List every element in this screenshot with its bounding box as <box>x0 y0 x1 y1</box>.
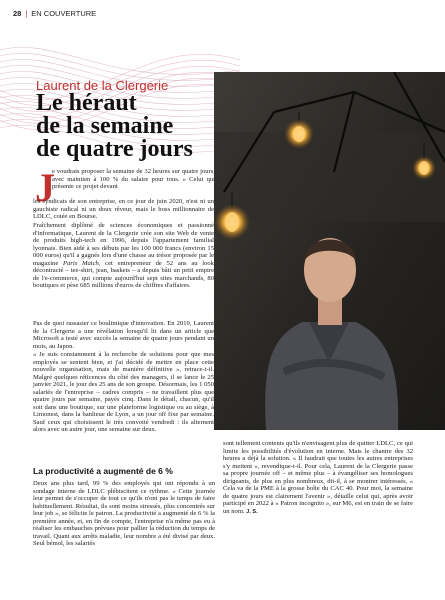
column-left <box>33 480 215 548</box>
author-signature: J. S. <box>246 508 258 515</box>
headline-line: Le héraut <box>36 90 137 116</box>
body-text: Pas de quoi rassasier ce boulimique d'innovation. En 2019, Laurent de la Clergerie a une révélation lorsqu'il lit dans un article que Microsoft a testé avec succès la semaine de quatre jours pendant un mois, au Japon. <box>33 320 214 350</box>
body-text: « Je suis constamment à la recherche de solutions pour que mes employés se sentent bien, et j'ai décidé de mettre en place cette nouvelle organisation, mais de manière définitive », retrace-t-il. Malgré quelques réticences du côté des managers, il se lance le 25 janvier 2021, le jour des 25 ans de son groupe. Désormais, les 1 050 salariés de l'entreprise – cadres compris – ne travaillent plus que quatre jours par semaine, payés cinq. Dans le détail, chacun, qu'il soit dans une boutique, sur une plateforme logistique ou au siège, à Limonest, dans la banlieue de Lyon, a un jour off fixe par semaine. Sauf ceux qui choisissent le très convoité vendredi : ils alternent alors avec un autre jour, une semaine sur deux. <box>33 351 214 434</box>
section-label: EN COUVERTURE <box>31 8 97 18</box>
body-paragraph <box>33 198 214 221</box>
drop-cap: J <box>35 165 55 210</box>
body-paragraph <box>33 320 214 350</box>
body-text: sont tellement contents qu'ils n'envisagent plus de quitter LDLC, ce qui limite les possibilités d'évolution en interne. Mais le chantre des 32 heures a déjà la solution. « Il faudrait que toutes les autres entreprises s'y mettent », revendique-t-il. Pour cela, Laurent de la Clergerie passe sa propre journée off – et même plus – à évangéliser ses homologues dirigeants, de plus en plus nombreux, dit-il, à se montrer intéressés. « Cela va de la PME à la grosse boîte du CAC 40. Pour moi, la semaine de quatre jours est clairement l'avenir », détaille celui qui, après avoir participé en 2022 à « Patron incognito », sur M6, est en train de se faire un nom. J. S. <box>223 440 413 515</box>
body-paragraph <box>33 222 214 290</box>
section-subheading: La productivité a augmenté de 6 % <box>33 466 173 476</box>
body-text: Deux ans plus tard, 99 % des employés qui ont répondu à un sondage interne de LDLC plébiscitent ce rythme. « Cette journée leur permet de s'occuper de tout ce qu'ils n'ont pas le temps de faire habituellement. Résultat, ils sont moins stressés, plus concentrés sur leur job », se félicite le patron. La productivité a augmenté de 6 % la première année, et, en fin de compte, l'entreprise n'a même pas eu à réaliser les embauches prévues pour pallier la réduction du temps de travail. Quant aux arrêts maladie, leur nombre a été divisé par deux. Seul bémol, les salariés <box>33 480 215 548</box>
lead-paragraph <box>52 168 215 191</box>
article-kicker: Laurent de la Clergerie <box>36 78 169 93</box>
page-number: 28 <box>13 8 22 18</box>
article-headline <box>36 92 214 161</box>
headline-line: de la semaine <box>36 113 174 139</box>
lead-text: e voudrais proposer la semaine de 32 heures sur quatre jours, avec maintien à 100 % du salaire pour tous. » Celui qui présente ce projet devant <box>52 168 215 191</box>
portrait-photo <box>214 72 445 430</box>
body-text: Fraîchement diplômé de sciences économiques et passionné d'informatique, Laurent de la Clergerie crée son site Web de vente de produits high-tech en 1996, depuis l'appartement familial lyonnais. Bien aidé à ses débuts par les 100 000 francs (environ 15 000 euros) qu'il a gagnés lors d'une chasse au trésor proposée par le magazine Paris Match, cet entrepreneur de 52 ans au look décontracté – tee-shirt, jean, baskets – a depuis bâti un petit empire de l'e-commerce, qui compte aujourd'hui sept sites marchands, 80 boutiques et pèse 685 millions d'euros de chiffres d'affaires. <box>33 222 214 290</box>
headline-line: de quatre jours <box>36 136 193 162</box>
magazine-name: Paris Match <box>62 259 99 267</box>
body-text: les syndicats de son entreprise, en ce jour de juin 2020, n'est ni un gauchiste radical ni un doux rêveur, mais le boss millionnaire de LDLC, cotée en Bourse. <box>33 198 214 221</box>
body-paragraph <box>33 351 214 434</box>
page-header <box>13 6 96 20</box>
column-right <box>223 440 413 516</box>
header-separator: | <box>25 8 28 18</box>
